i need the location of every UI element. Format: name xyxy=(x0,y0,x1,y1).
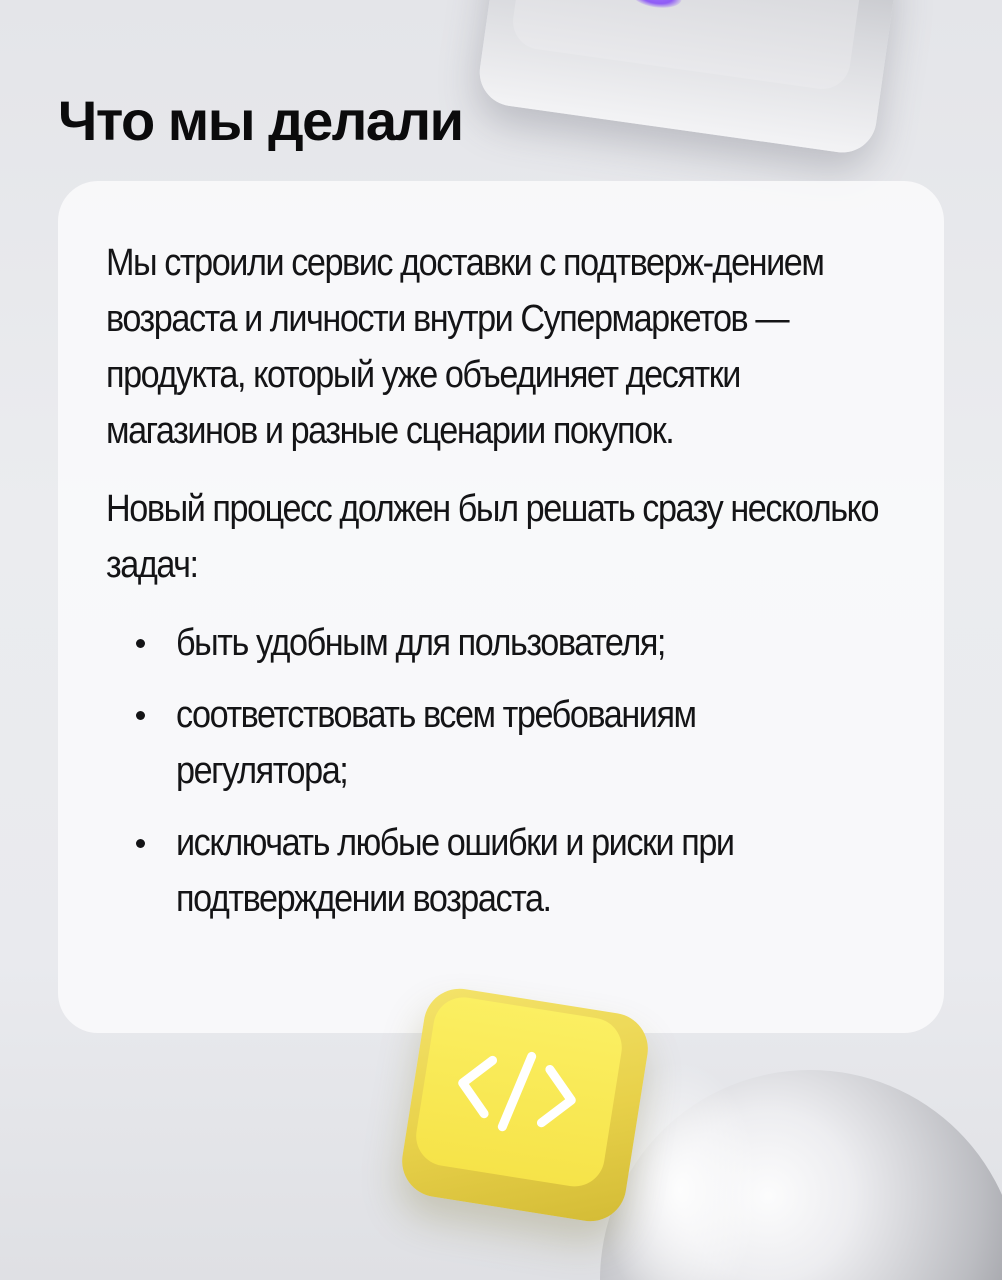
list-item-text: исключать любые ошибки и риски при подтверждении возраста. xyxy=(176,822,734,920)
content-card xyxy=(58,181,944,1033)
list-item xyxy=(106,615,896,671)
list-item xyxy=(106,815,896,927)
decorative-yellow-keycap xyxy=(397,984,653,1227)
code-brackets-icon xyxy=(444,1027,590,1156)
tasks-paragraph: Новый процесс должен был решать сразу несколько задач: xyxy=(106,488,879,586)
bullet-icon xyxy=(136,711,145,720)
bullet-icon xyxy=(136,639,145,648)
list-item xyxy=(106,687,896,799)
page-title: Что мы делали xyxy=(58,89,463,152)
bullet-icon xyxy=(136,839,145,848)
intro-paragraph: Мы строили сервис доставки с подтверж-дением возраста и личности внутри Супермаркетов — продукта, который уже объединяет десятки магазинов и разные сценарии покупок. xyxy=(106,242,824,452)
decorative-grey-keycap xyxy=(475,0,900,157)
list-item-text: быть удобным для пользователя; xyxy=(176,622,665,664)
tasks-list xyxy=(106,615,896,927)
list-item-text: соответствовать всем требованиям регулятора; xyxy=(176,694,696,792)
